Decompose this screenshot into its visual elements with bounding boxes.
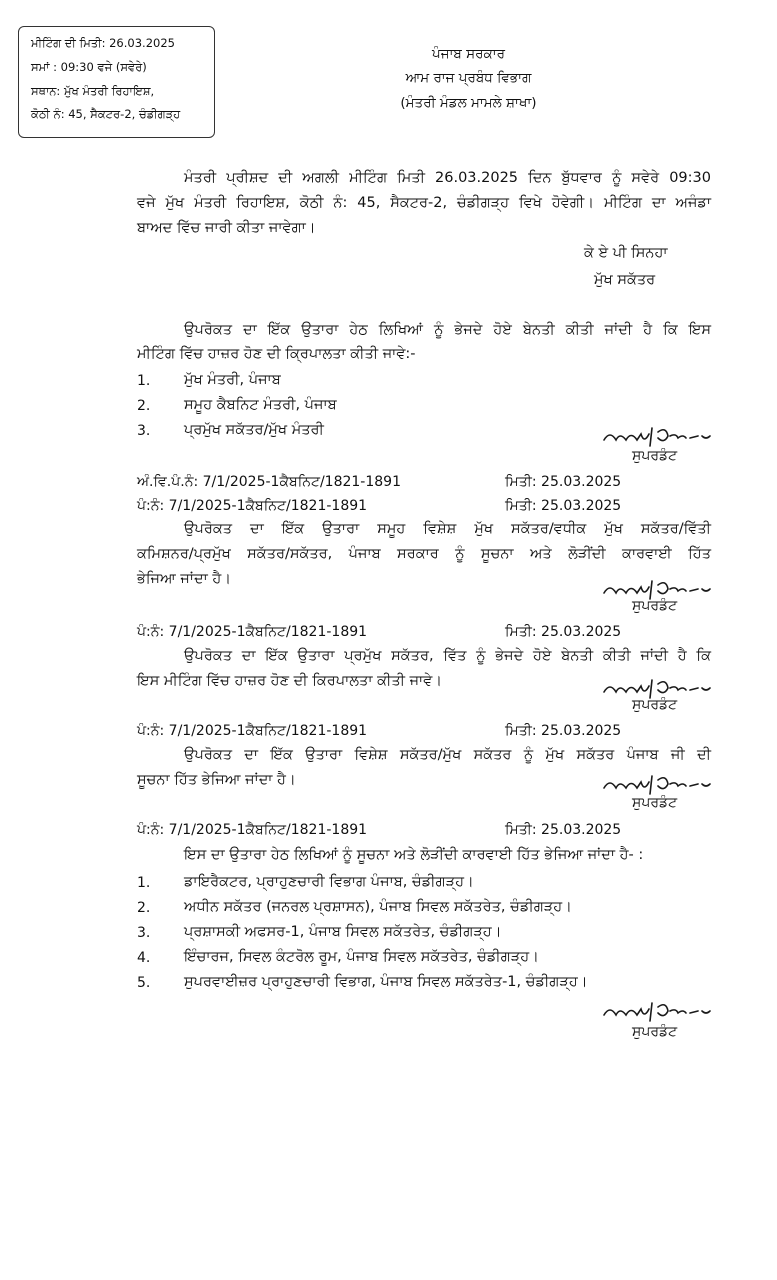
copy1-item-3: ਪ੍ਰਮੁੱਖ ਸਕੱਤਰ/ਮੁੱਖ ਮੰਤਰੀ <box>184 422 324 438</box>
copy5-item-5: ਸੁਪਰਵਾਈਜ਼ਰ ਪ੍ਰਾਹੁਣਚਾਰੀ ਵਿਭਾਗ, ਪੰਜਾਬ ਸਿਵਲ ਸਕੱਤਰੇਤ-1, ਚੰਡੀਗੜ੍ਹ। <box>184 974 588 990</box>
signature-icon <box>598 768 738 798</box>
chief-secretary-name: ਕੇ ਏ ਪੀ ਸਿਨਹਾ <box>584 245 668 261</box>
copy1-item-1-num: 1. <box>137 373 151 389</box>
copy5-item-1: ਡਾਇਰੈਕਟਰ, ਪ੍ਰਾਹੁਣਚਾਰੀ ਵਿਭਾਗ ਪੰਜਾਬ, ਚੰਡੀਗੜ੍ਹ। <box>184 874 474 890</box>
notice-line-3: ਬਾਅਦ ਵਿੱਚ ਜਾਰੀ ਕੀਤਾ ਜਾਵੇਗਾ। <box>137 220 316 236</box>
copy5-line-1: ਇਸ ਦਾ ਉਤਾਰਾ ਹੇਠ ਲਿਖਿਆਂ ਨੂੰ ਸੂਚਨਾ ਅਤੇ ਲੋੜੀਂਦੀ ਕਾਰਵਾਈ ਹਿੱਤ ਭੇਜਿਆ ਜਾਂਦਾ ਹੈ- : <box>184 847 644 863</box>
signature-icon <box>598 995 738 1025</box>
ref-date-ad: ਮਿਤੀ: 25.03.2025 <box>505 474 622 490</box>
copy5-item-2: ਅਧੀਨ ਸਕੱਤਰ (ਜਨਰਲ ਪ੍ਰਸ਼ਾਸਨ), ਪੰਜਾਬ ਸਿਵਲ ਸਕੱਤਰੇਤ, ਚੰਡੀਗੜ੍ਹ। <box>184 899 572 915</box>
copy3-line-1: ਉਪਰੋਕਤ ਦਾ ਇੱਕ ਉਤਾਰਾ ਪ੍ਰਮੁੱਖ ਸਕੱਤਰ, ਵਿੱਤ ਨੂੰ ਭੇਜਦੇ ਹੋਏ ਬੇਨਤੀ ਕੀਤੀ ਜਾਂਦੀ ਹੈ ਕਿ <box>184 648 711 664</box>
ref-number-4: ਪੰ:ਨੰ: 7/1/2025-1ਕੈਬਨਿਟ/1821-1891 <box>137 723 368 739</box>
header-govt: ਪੰਜਾਬ ਸਰਕਾਰ <box>432 46 505 62</box>
superintendent-4: ਸੁਪਰਡੰਟ <box>632 795 678 811</box>
copy3-line-2: ਇਸ ਮੀਟਿੰਗ ਵਿੱਚ ਹਾਜ਼ਰ ਹੋਣ ਦੀ ਕਿਰਪਾਲਤਾ ਕੀਤੀ ਜਾਵੇ। <box>137 673 443 689</box>
chief-secretary-title: ਮੁੱਖ ਸਕੱਤਰ <box>594 272 656 288</box>
copy5-item-4: ਇੰਚਾਰਜ, ਸਿਵਲ ਕੰਟਰੋਲ ਰੂਮ, ਪੰਜਾਬ ਸਿਵਲ ਸਕੱਤਰੇਤ, ਚੰਡੀਗੜ੍ਹ। <box>184 949 539 965</box>
notice-line-2: ਵਜੇ ਮੁੱਖ ਮੰਤਰੀ ਰਿਹਾਇਸ਼, ਕੋਠੀ ਨੰ: 45, ਸੈਕਟਰ-2, ਚੰਡੀਗੜ੍ਹ ਵਿਖੇ ਹੋਵੇਗੀ। ਮੀਟਿੰਗ ਦਾ ਅਜੰਡਾ <box>137 195 711 211</box>
ref-number-ad: ਅੰ.ਵਿ.ਪੰ.ਨੰ: 7/1/2025-1ਕੈਬਨਿਟ/1821-1891 <box>137 474 401 490</box>
header-branch: (ਮੰਤਰੀ ਮੰਡਲ ਮਾਮਲੇ ਸ਼ਾਖਾ) <box>400 95 537 111</box>
meeting-time: ਸਮਾਂ : 09:30 ਵਜੇ (ਸਵੇਰੇ) <box>31 60 147 74</box>
header-dept: ਆਮ ਰਾਜ ਪ੍ਰਬੰਧ ਵਿਭਾਗ <box>405 70 532 86</box>
copy1-item-1: ਮੁੱਖ ਮੰਤਰੀ, ਪੰਜਾਬ <box>184 372 281 388</box>
copy4-line-1: ਉਪਰੋਕਤ ਦਾ ਇੱਕ ਉਤਾਰਾ ਵਿਸ਼ੇਸ਼ ਸਕੱਤਰ/ਮੁੱਖ ਸਕੱਤਰ ਨੂੰ ਮੁੱਖ ਸਕੱਤਰ ਪੰਜਾਬ ਜੀ ਦੀ <box>184 747 711 763</box>
meeting-address: ਕੋਠੀ ਨੰ: 45, ਸੈਕਟਰ-2, ਚੰਡੀਗੜ੍ਹ <box>31 107 181 121</box>
copy5-item-3: ਪ੍ਰਸ਼ਾਸਕੀ ਅਫਸਰ-1, ਪੰਜਾਬ ਸਿਵਲ ਸਕੱਤਰੇਤ, ਚੰਡੀਗੜ੍ਹ। <box>184 924 502 940</box>
copy1-item-3-num: 3. <box>137 423 151 439</box>
copy1-item-2: ਸਮੂਹ ਕੈਬਨਿਟ ਮੰਤਰੀ, ਪੰਜਾਬ <box>184 397 337 413</box>
superintendent-2: ਸੁਪਰਡੰਟ <box>632 598 678 614</box>
ref-date-4: ਮਿਤੀ: 25.03.2025 <box>505 723 622 739</box>
copy5-item-5-num: 5. <box>137 975 151 991</box>
copy5-item-2-num: 2. <box>137 900 151 916</box>
copy4-line-2: ਸੂਚਨਾ ਹਿੱਤ ਭੇਜਿਆ ਜਾਂਦਾ ਹੈ। <box>137 772 296 788</box>
copy2-line-3: ਭੇਜਿਆ ਜਾਂਦਾ ਹੈ। <box>137 571 232 587</box>
copy5-item-1-num: 1. <box>137 875 151 891</box>
copy1-line-2: ਮੀਟਿੰਗ ਵਿੱਚ ਹਾਜ਼ਰ ਹੋਣ ਦੀ ਕ੍ਰਿਪਾਲਤਾ ਕੀਤੀ ਜਾਵੇ:- <box>137 346 416 362</box>
ref-date-3: ਮਿਤੀ: 25.03.2025 <box>505 624 622 640</box>
ref-number-2: ਪੰ:ਨੰ: 7/1/2025-1ਕੈਬਨਿਟ/1821-1891 <box>137 498 368 514</box>
ref-date-5: ਮਿਤੀ: 25.03.2025 <box>505 822 622 838</box>
copy5-item-4-num: 4. <box>137 950 151 966</box>
superintendent-1: ਸੁਪਰਡੰਟ <box>632 448 678 464</box>
copy5-item-3-num: 3. <box>137 925 151 941</box>
copy2-line-1: ਉਪਰੋਕਤ ਦਾ ਇੱਕ ਉਤਾਰਾ ਸਮੂਹ ਵਿਸ਼ੇਸ਼ ਮੁੱਖ ਸਕੱਤਰ/ਵਧੀਕ ਮੁੱਖ ਸਕੱਤਰ/ਵਿੱਤੀ <box>184 521 711 537</box>
ref-number-5: ਪੰ:ਨੰ: 7/1/2025-1ਕੈਬਨਿਟ/1821-1891 <box>137 822 368 838</box>
superintendent-3: ਸੁਪਰਡੰਟ <box>632 697 678 713</box>
copy2-line-2: ਕਮਿਸ਼ਨਰ/ਪ੍ਰਮੁੱਖ ਸਕੱਤਰ/ਸਕੱਤਰ, ਪੰਜਾਬ ਸਰਕਾਰ ਨੂੰ ਸੂਚਨਾ ਅਤੇ ਲੋੜੀਂਦੀ ਕਾਰਵਾਈ ਹਿੱਤ <box>137 546 711 562</box>
meeting-date: ਮੀਟਿੰਗ ਦੀ ਮਿਤੀ: 26.03.2025 <box>31 36 175 50</box>
copy1-line-1: ਉਪਰੋਕਤ ਦਾ ਇੱਕ ਉਤਾਰਾ ਹੇਠ ਲਿਖਿਆਂ ਨੂੰ ਭੇਜਦੇ ਹੋਏ ਬੇਨਤੀ ਕੀਤੀ ਜਾਂਦੀ ਹੈ ਕਿ ਇਸ <box>184 322 711 338</box>
signature-icon <box>598 420 738 450</box>
notice-line-1: ਮੰਤਰੀ ਪ੍ਰੀਸ਼ਦ ਦੀ ਅਗਲੀ ਮੀਟਿੰਗ ਮਿਤੀ 26.03.2025 ਦਿਨ ਬੁੱਧਵਾਰ ਨੂੰ ਸਵੇਰੇ 09:30 <box>184 170 711 186</box>
ref-date-2: ਮਿਤੀ: 25.03.2025 <box>505 498 622 514</box>
copy1-item-2-num: 2. <box>137 398 151 414</box>
meeting-place: ਸਥਾਨ: ਮੁੱਖ ਮੰਤਰੀ ਰਿਹਾਇਸ਼, <box>31 84 155 98</box>
superintendent-5: ਸੁਪਰਡੰਟ <box>632 1024 678 1040</box>
ref-number-3: ਪੰ:ਨੰ: 7/1/2025-1ਕੈਬਨਿਟ/1821-1891 <box>137 624 368 640</box>
